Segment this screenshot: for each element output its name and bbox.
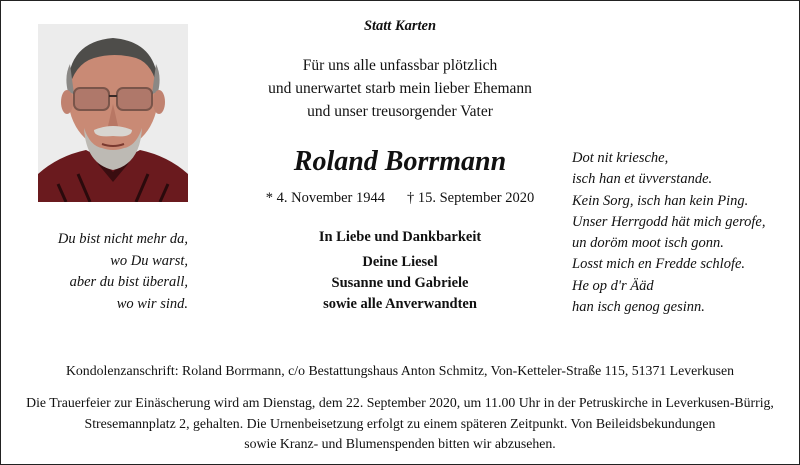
love-line: In Liebe und Dankbarkeit bbox=[318, 229, 482, 245]
signer-line: Deine Liesel bbox=[362, 254, 438, 270]
poem-right-line: un doröm moot isch gonn. bbox=[572, 235, 724, 252]
intro-line: und unser treusorgender Vater bbox=[307, 103, 493, 120]
ceremony-line: Stresemannplatz 2, gehalten. Die Urnenbeisetzung erfolgt zu einem späteren Zeitpunkt. Von Beileidsbekundungen bbox=[84, 415, 716, 431]
poem-right-line: He op d'r Ääd bbox=[572, 277, 654, 294]
signer-line: sowie alle Anverwandten bbox=[323, 296, 477, 312]
ceremony-info bbox=[20, 393, 780, 455]
poem-left bbox=[20, 229, 188, 315]
ceremony-line: Die Trauerfeier zur Einäscherung wird am Dienstag, dem 22. September 2020, um 11.00 Uhr in der Petruskirche in Leverkusen-Bürrig, bbox=[26, 395, 774, 410]
intro-line: und unerwartet starb mein lieber Ehemann bbox=[268, 80, 532, 97]
intro-text bbox=[230, 54, 570, 123]
portrait-photo bbox=[38, 24, 188, 202]
signer-line: Susanne und Gabriele bbox=[331, 275, 469, 291]
intro-line: Für uns alle unfassbar plötzlich bbox=[302, 57, 498, 74]
portrait-illustration bbox=[38, 24, 188, 202]
poem-right-line: han isch genog gesinn. bbox=[572, 299, 705, 316]
deceased-name: Roland Borrmann bbox=[293, 146, 507, 177]
poem-right-line: isch han et üvverstande. bbox=[572, 171, 713, 188]
poem-left-line: wo wir sind. bbox=[116, 295, 188, 312]
poem-right-line: Unser Herrgodd hät mich gerofe, bbox=[572, 213, 766, 230]
poem-left-line: Du bist nicht mehr da, bbox=[57, 231, 188, 247]
death-date: † 15. September 2020 bbox=[406, 190, 535, 206]
signers bbox=[230, 252, 570, 315]
poem-right-line: Losst mich en Fredde schlofe. bbox=[572, 256, 746, 273]
poem-right-line: Kein Sorg, isch han kein Ping. bbox=[572, 192, 749, 209]
ceremony-line: sowie Kranz- und Blumenspenden bitten wir abzusehen. bbox=[244, 436, 556, 451]
poem-right-line: Dot nit kriesche, bbox=[572, 150, 669, 166]
condolence-address: Kondolenzanschrift: Roland Borrmann, c/o Bestattungshaus Anton Schmitz, Von-Ketteler-Straße 115, 51371 Leverkusen bbox=[65, 363, 735, 378]
statt-karten-heading: Statt Karten bbox=[363, 18, 437, 34]
poem-left-line: wo Du warst, bbox=[110, 252, 188, 269]
poem-left-line: aber du bist überall, bbox=[69, 274, 188, 290]
life-dates bbox=[230, 190, 570, 207]
birth-date: * 4. November 1944 bbox=[265, 190, 385, 206]
poem-right bbox=[572, 148, 792, 318]
